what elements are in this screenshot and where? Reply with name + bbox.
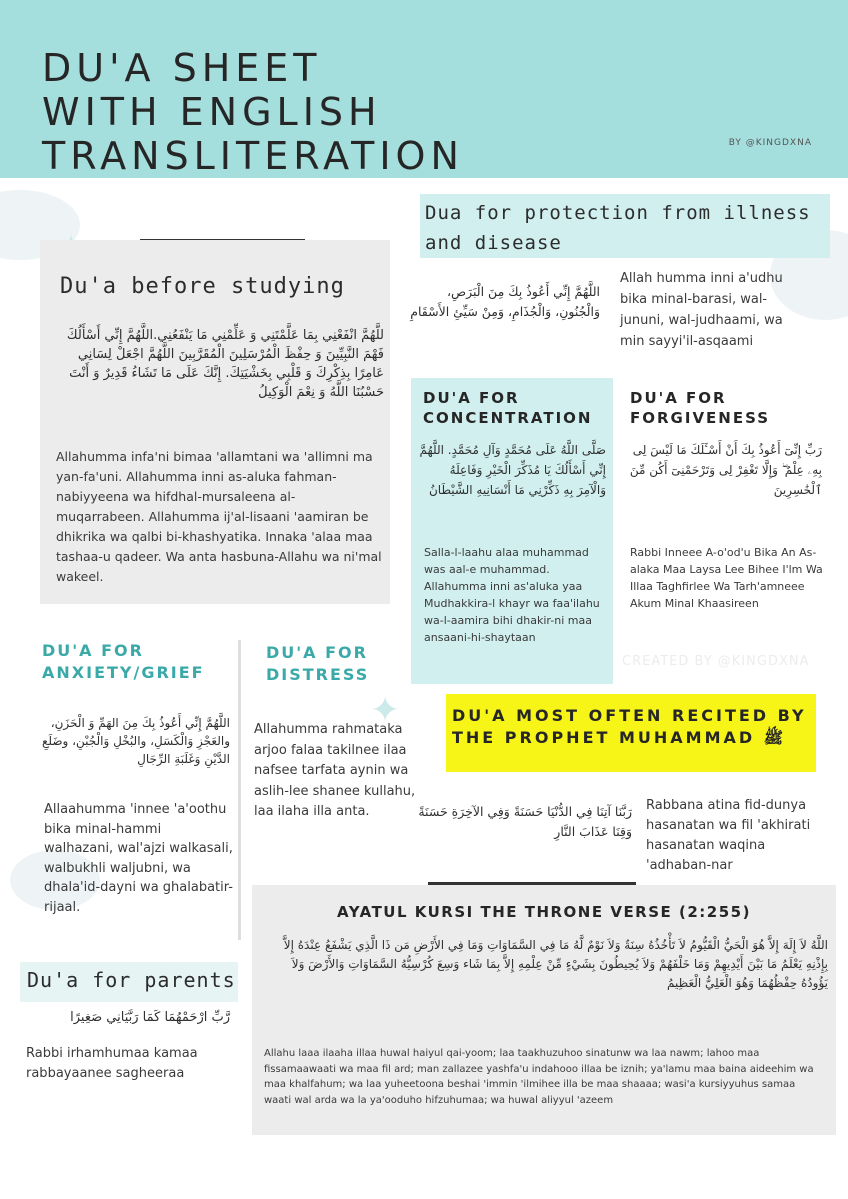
distress-title: DU'A FOR DISTRESS [266,643,370,684]
illness-title: Dua for protection from illness and disease [425,202,811,254]
byline: BY @KINGDXNA [728,138,812,148]
illness-transliteration: Allah humma inni a'udhu bika minal-barasi, wal-jununi, wal-judhaami, wa min sayyi'il-asqaami [620,271,783,349]
kursi-transliteration: Allahu laaa ilaaha illaa huwal haiyul qai-yoom; laa taakhuzuhoo sinatunw wa laa nawm; lahoo maa fissamaawaati wa maa fil ard; man zallazee yashfa'u indahooo illaa be iznih; ya'lamu maa baina aideehim wa maa khalfahum; wa laa yuheetoona beshai 'immin 'ilmihee illa be maa shaaaa; wasi'a kursiyyuhus samaa waati wal arda wa la ya'ooduho hifzuhumaa; wa huwal aliyyul 'azeem [264,1048,814,1106]
anxiety-title: DU'A FOR ANXIETY/GRIEF [42,641,205,682]
parents-arabic: رَّبِّ ارْحَمْهُمَا كَمَا رَبَّيَانِي صَغِيرًا [70,1010,230,1025]
section-divider [238,640,241,940]
page-title-line-3: TRANSLITERATION [42,134,464,178]
studying-title: Du'a before studying [60,274,345,299]
prophet-title: DU'A MOST OFTEN RECITED BY THE PROPHET MUHAMMAD ﷺ [452,706,807,747]
forgiveness-transliteration: Rabbi Inneee A-o'od'u Bika An As-alaka Maa Laysa Lee Bihee I'lm Wa Illaa Taghfirlee Wa Tarh'amneee Akum Minal Khaasireen [630,546,823,610]
parents-transliteration: Rabbi irhamhumaa kamaa rabbayaanee sagheeraa [26,1046,198,1081]
kursi-arabic: اللَّهُ لاَ إِلَهَ إِلاَّ هُوَ الْحَيُّ الْقَيُّومُ لاَ تَأْخُذُهُ سِنَةٌ وَلاَ نَوْمٌ لَّهُ مَا فِي السَّمَاوَاتِ وَمَا فِي الأَرْضِ مَن ذَا الَّذِي يَشْفَعُ عِنْدَهُ إِلاَّ بِإِذْنِهِ يَعْلَمُ مَا بَيْنَ أَيْدِيهِمْ وَمَا خَلْفَهُمْ وَلاَ يُحِيطُونَ بِشَيْءٍ مِّنْ عِلْمِهِ إِلاَّ بِمَا شَاء وَسِعَ كُرْسِيُّهُ السَّمَاوَاتِ وَالأَرْضَ وَلاَ يَؤُودُهُ حِفْظُهُمَا وَهُوَ الْعَلِيُّ الْعَظِيمُ [283,938,828,990]
concentration-transliteration: Salla-l-laahu alaa muhammad was aal-e muhammad. Allahumma inni as'aluka yaa Mudhakkira-l khayr wa faa'ilahu wa-l-aamira bihi dhakir-ni maa ansaani-hi-shaytaan [424,546,600,644]
illness-arabic: اللَّهُمَّ إِنِّي أَعُوذُ بِكَ مِنَ الْبَرَصِ، وَالْجُنُونِ، وَالْجُذَامِ، وَمِنْ سَيِّئِ الأَسْقَامِ [410,284,600,319]
anxiety-arabic: اللَّهُمَّ إِنِّي أَعُوذُ بِكَ مِنَ الهَمِّ وَ الْحَزَنِ، والعَجْزِ وَالْكَسَلِ، والبُخْلِ وَالْجُبْنِ، وضَلَعِ الدَّيْنِ وَغَلَبَةِ الرِّجَالِ [41,716,230,766]
concentration-title: DU'A FOR CONCENTRATION [423,389,593,427]
page-title-line-2: WITH ENGLISH [42,90,382,134]
prophet-arabic: رَبَّنَا آتِنَا فِي الدُّنْيَا حَسَنَةً وَفِي الآخِرَةِ حَسَنَةً وَقِنَا عَذَابَ النَّارِ [418,804,632,839]
studying-transliteration: Allahumma infa'ni bimaa 'allamtani wa 'allimni ma yan-fa'uni. Allahumma inni as-aluka fahman-nabiyyeena wa hifdhal-mursaleena al-muqarrabeen. Allahumma ij'al-lisaani 'aamiran be dhikrika wa qalbi bi-khashyatika. Innaka 'alaa maa tashaa-u qadeer. Wa anta hasbuna-Allahu wa ni'mal wakeel. [56,449,382,584]
forgiveness-arabic: رَبِّ إِنِّىٓ أَعُوذُ بِكَ أَنْ أَسْـَٔلَكَ مَا لَيْسَ لِى بِهِۦ عِلْمٌ ۖ وَإِلَّا تَغْفِرْ لِى وَتَرْحَمْنِىٓ أَكُن مِّنَ ٱلْخَٰسِرِينَ [629,443,822,497]
page-title-line-1: DU'A SHEET [42,46,322,90]
distress-transliteration: Allahumma rahmataka arjoo falaa takilnee ilaa nafsee tarfata aynin wa aslih-lee shanee kullahu, laa ilaha illa anta. [254,722,416,819]
prophet-transliteration: Rabbana atina fid-dunya hasanatan wa fil 'akhirati hasanatan waqina 'adhaban-nar [646,798,811,873]
studying-arabic: للَّهُمَّ انْفَعْنِي بِمَا عَلَّمْتَنِي وَ عَلِّمْنِي مَا يَنْفَعُنِي.اللَّهُمَّ إِنِّي أَسْأَلُكَ فَهْمَ النَّبِيِّينَ وَ حِفْظَ الْمُرْسَلِينَ الْمُقَرَّبِينَ اللَّهُمَّ اجْعَلْ لِسَانِي عَامِرًا بِذِكْرِكَ وَ قَلْبِي بِخَشْيَتِكَ. إِنَّكَ عَلَى مَا تَشَاءُ قَدِيرٌ وَ أَنْتَ حَسْبُنَا اللَّهُ وَ نِعْمَ الْوَكِيلُ [66,328,384,400]
concentration-arabic: صَلَّى اللَّهُ عَلَى مُحَمَّدٍ وَآلِ مُحَمَّدٍ. اللَّهُمَّ إِنِّي أَسْأَلُكَ يَا مُذَكِّرَ الْخَيْرِ وَفَاعِلَهُ وَالْآمِرَ بِهِ ذَكِّرْنِي مَا أَنْسَانِيهِ الشَّيْطَانُ [419,443,606,497]
star-icon: ✦ [370,690,401,731]
anxiety-transliteration: Allaahumma 'innee 'a'oothu bika minal-hammi walhazani, wal'ajzi walkasali, walbukhli waljubni, wa dhala'id-dayni wa ghalabatir-rijaal. [44,802,233,915]
parents-title: Du'a for parents [27,968,236,992]
forgiveness-title: DU'A FOR FORGIVENESS [630,389,771,427]
kursi-title: AYATUL KURSI THE THRONE VERSE (2:255) [337,903,751,921]
watermark: CREATED BY @KINGDXNA [622,654,810,669]
